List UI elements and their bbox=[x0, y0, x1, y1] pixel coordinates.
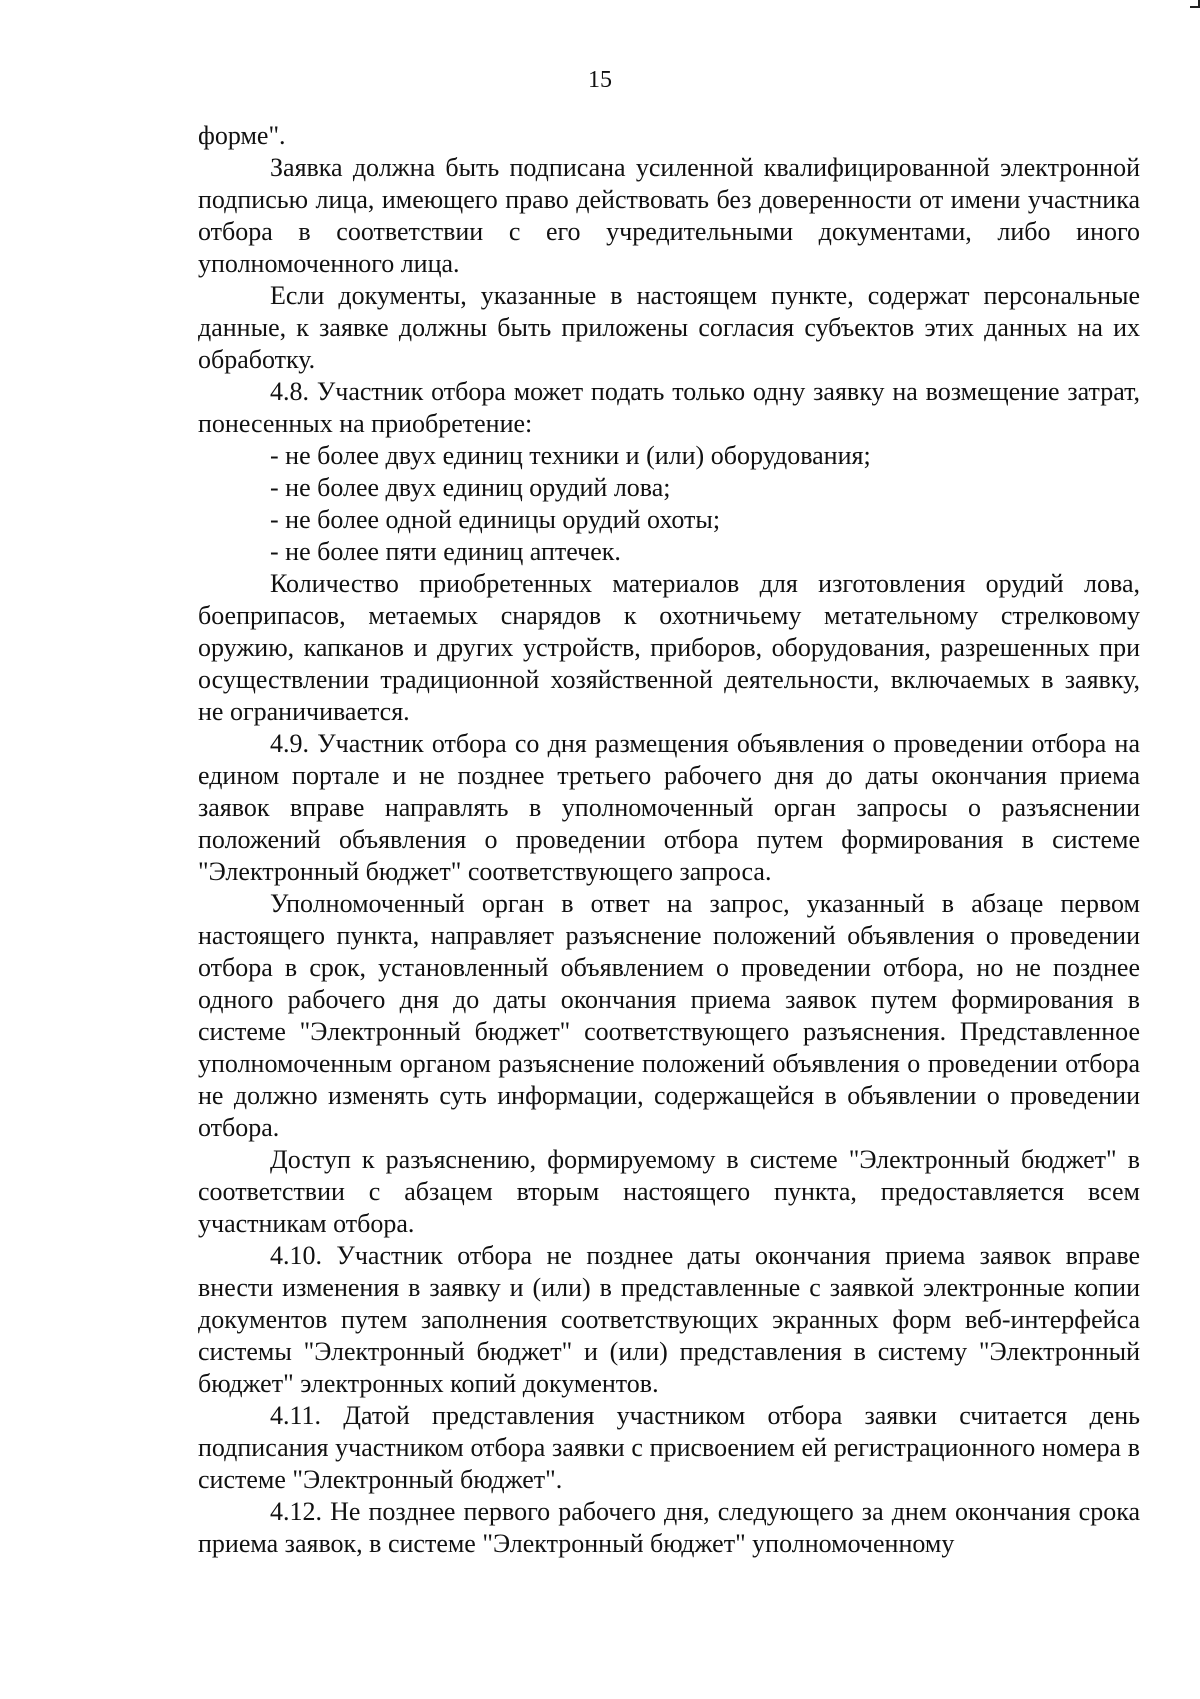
list-item-first-aid-kits: - не более пяти единиц аптечек. bbox=[270, 537, 621, 566]
page-number: 15 bbox=[588, 67, 612, 93]
scan-corner-mark bbox=[1190, 0, 1200, 8]
list-item-fishing-gear: - не более двух единиц орудий лова; bbox=[270, 473, 671, 502]
paragraph-materials-quantity: Количество приобретенных материалов для изготовления орудий лова, боеприпасов, метаемых снарядов к охотничьему метательному стрелковому оружию, капканов и других устройств, приборов, оборудования, разрешенных при осуществлении традиционной хозяйственной деятельности, включаемых в заявку, не ограничивается. bbox=[198, 569, 1140, 726]
paragraph-authority-response: Уполномоченный орган в ответ на запрос, указанный в абзаце первом настоящего пункта, направляет разъяснение положений объявления о проведении отбора в срок, установленный объявлением о проведении отбора, но не позднее одного рабочего дня до даты окончания приема заявок путем формирования в системе "Электронный бюджет" соответствующего разъяснения. Представленное уполномоченным органом разъяснение положений объявления о проведении отбора не должно изменять суть информации, содержащейся в объявлении о проведении отбора. bbox=[198, 889, 1140, 1142]
paragraph-4-9: 4.9. Участник отбора со дня размещения объявления о проведении отбора на едином портале и не позднее третьего рабочего дня до даты окончания приема заявок вправе направлять в уполномоченный орган запросы о разъяснении положений объявления о проведении отбора путем формирования в системе "Электронный бюджет" соответствующего запроса. bbox=[198, 729, 1140, 886]
list-item-hunting-gear: - не более одной единицы орудий охоты; bbox=[270, 505, 721, 534]
document-body bbox=[198, 120, 1140, 1560]
paragraph-4-11: 4.11. Датой представления участником отбора заявки считается день подписания участником отбора заявки с присвоением ей регистрационного номера в системе "Электронный бюджет". bbox=[198, 1401, 1140, 1494]
list-item-equipment: - не более двух единиц техники и (или) оборудования; bbox=[270, 441, 871, 470]
paragraph-signature-requirement: Заявка должна быть подписана усиленной квалифицированной электронной подписью лица, имеющего право действовать без доверенности от имени участника отбора в соответствии с его учредительными документами, либо иного уполномоченного лица. bbox=[198, 153, 1140, 278]
paragraph-clarification-access: Доступ к разъяснению, формируемому в системе "Электронный бюджет" в соответствии с абзацем вторым настоящего пункта, предоставляется всем участникам отбора. bbox=[198, 1145, 1140, 1238]
paragraph-4-8: 4.8. Участник отбора может подать только одну заявку на возмещение затрат, понесенных на приобретение: bbox=[198, 377, 1140, 438]
paragraph-personal-data: Если документы, указанные в настоящем пункте, содержат персональные данные, к заявке должны быть приложены согласия субъектов этих данных на их обработку. bbox=[198, 281, 1140, 374]
paragraph-continuation: форме". bbox=[198, 121, 286, 150]
paragraph-4-10: 4.10. Участник отбора не позднее даты окончания приема заявок вправе внести изменения в заявку и (или) в представленные с заявкой электронные копии документов путем заполнения соответствующих экранных форм веб-интерфейса системы "Электронный бюджет" и (или) представления в систему "Электронный бюджет" электронных копий документов. bbox=[198, 1241, 1140, 1398]
paragraph-4-12: 4.12. Не позднее первого рабочего дня, следующего за днем окончания срока приема заявок, в системе "Электронный бюджет" уполномоченному bbox=[198, 1497, 1140, 1558]
